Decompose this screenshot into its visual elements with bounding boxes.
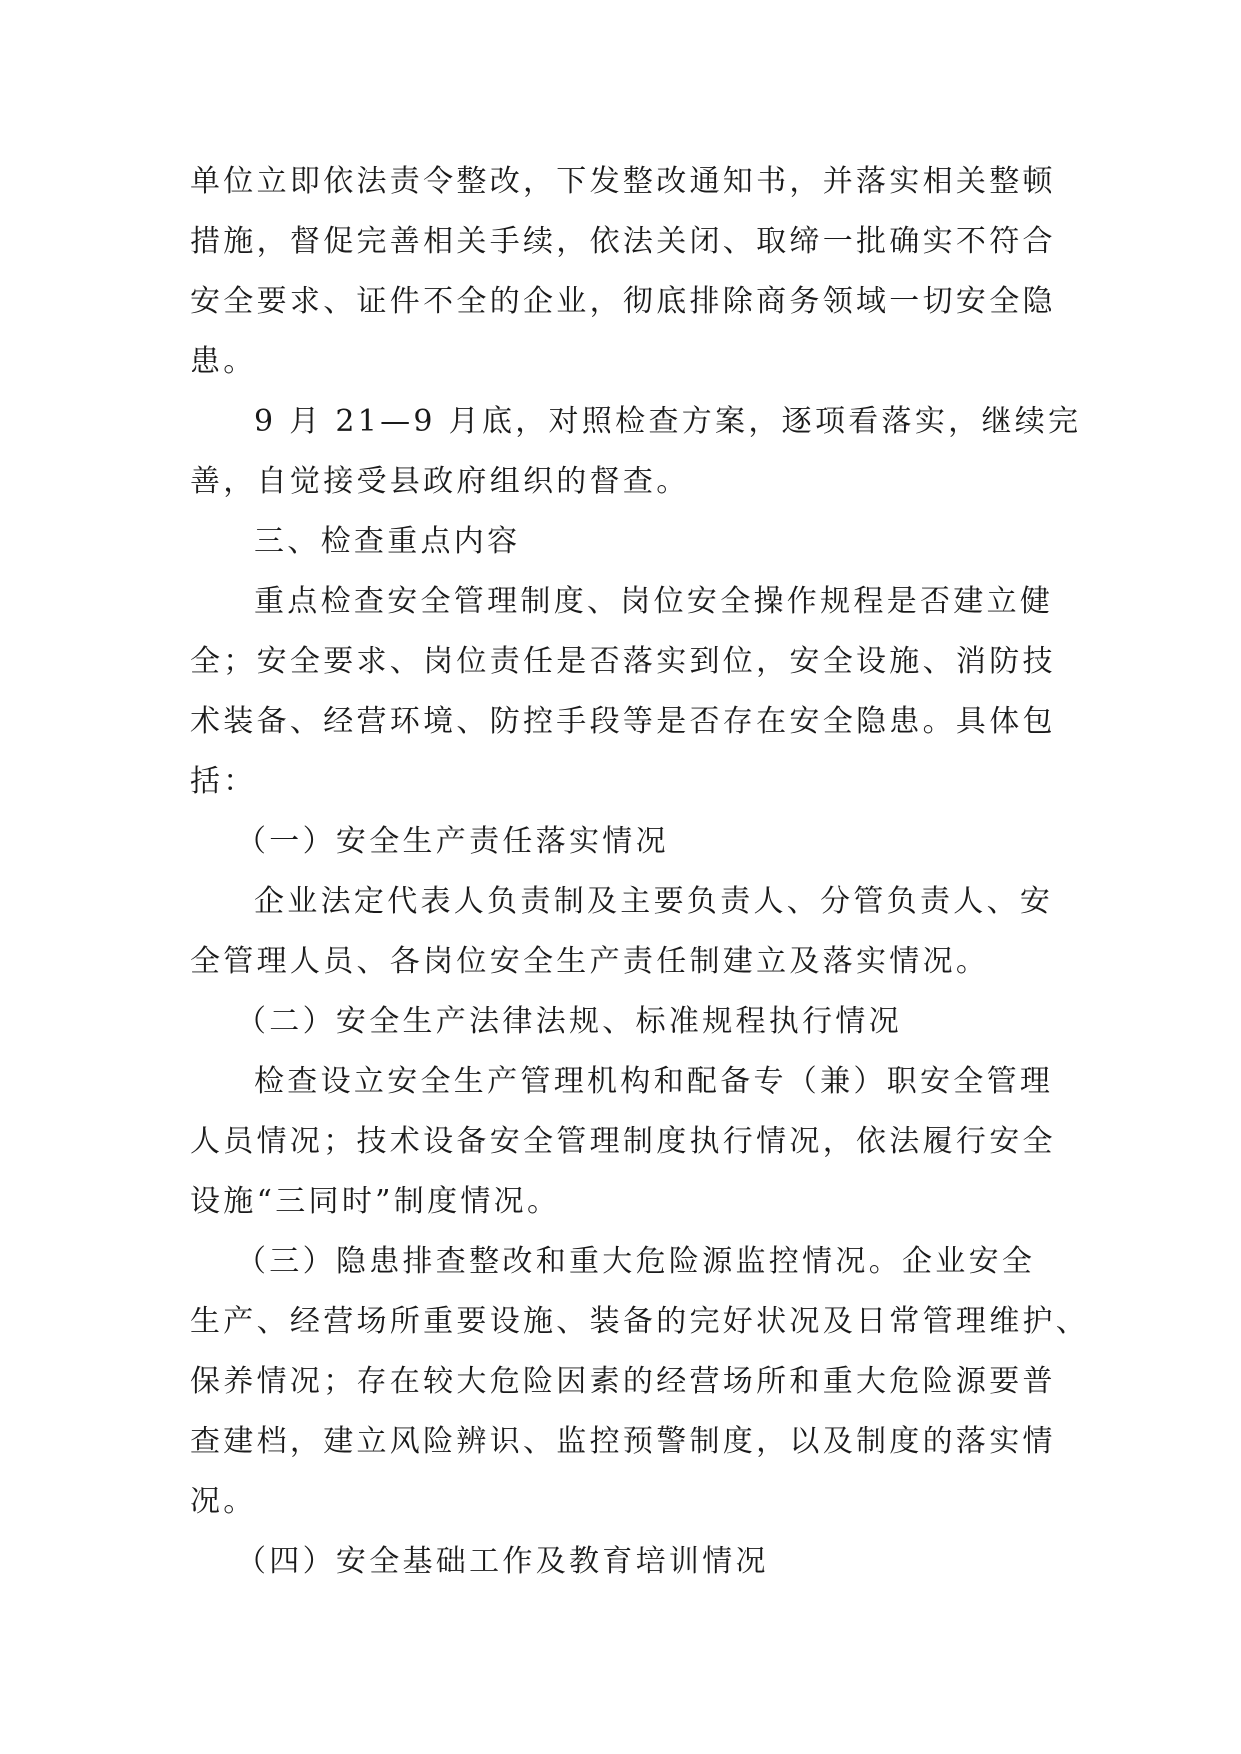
text-line: 全管理人员、各岗位安全生产责任制建立及落实情况。	[190, 944, 990, 979]
paragraph-rectification-continued	[190, 152, 1056, 392]
subheading-responsibility	[190, 812, 1052, 872]
text-line: 措施，督促完善相关手续，依法关闭、取缔一批确实不符合	[190, 224, 1056, 259]
text-line: 检查设立安全生产管理机构和配备专（兼）职安全管理	[254, 1064, 1054, 1099]
text-line: 善，自觉接受县政府组织的督查。	[190, 464, 690, 499]
text-line: （三）隐患排查整改和重大危险源监控情况。企业安全	[236, 1244, 1036, 1279]
text-line: 人员情况；技术设备安全管理制度执行情况，依法履行安全	[190, 1124, 1056, 1159]
text-line: 设施“三同时”制度情况。	[190, 1184, 561, 1219]
paragraph-laws-regulations	[190, 1052, 1056, 1232]
text-line: 企业法定代表人负责制及主要负责人、分管负责人、安	[254, 884, 1054, 919]
subheading-laws-regulations	[190, 992, 1052, 1052]
section-heading-inspection-focus	[190, 512, 1052, 572]
text-line: 安全要求、证件不全的企业，彻底排除商务领域一切安全隐	[190, 284, 1056, 319]
text-line: 单位立即依法责令整改，下发整改通知书，并落实相关整顿	[190, 164, 1056, 199]
text-line: （四）安全基础工作及教育培训情况	[236, 1544, 769, 1579]
paragraph-schedule	[190, 392, 1082, 512]
text-line: 患。	[190, 344, 257, 379]
paragraph-inspection-overview	[190, 572, 1056, 812]
text-line: （一）安全生产责任落实情况	[236, 824, 669, 859]
text-line: 9 月 21—9 月底，对照检查方案，逐项看落实，继续完	[254, 404, 1082, 439]
document-body	[190, 152, 1090, 1592]
subheading-training	[190, 1532, 1052, 1592]
text-line: 括：	[190, 764, 257, 799]
text-line: 生产、经营场所重要设施、装备的完好状况及日常管理维护、	[190, 1304, 1090, 1339]
text-line: 全；安全要求、岗位责任是否落实到位，安全设施、消防技	[190, 644, 1056, 679]
text-line: （二）安全生产法律法规、标准规程执行情况	[236, 1004, 902, 1039]
text-line: 重点检查安全管理制度、岗位安全操作规程是否建立健	[254, 584, 1054, 619]
paragraph-hazard-inspection	[190, 1232, 1090, 1532]
text-line: 三、检查重点内容	[254, 524, 521, 559]
text-line: 术装备、经营环境、防控手段等是否存在安全隐患。具体包	[190, 704, 1056, 739]
text-line: 查建档，建立风险辨识、监控预警制度，以及制度的落实情	[190, 1424, 1056, 1459]
paragraph-responsibility	[190, 872, 1052, 992]
text-line: 况。	[190, 1484, 257, 1519]
text-line: 保养情况；存在较大危险因素的经营场所和重大危险源要普	[190, 1364, 1056, 1399]
